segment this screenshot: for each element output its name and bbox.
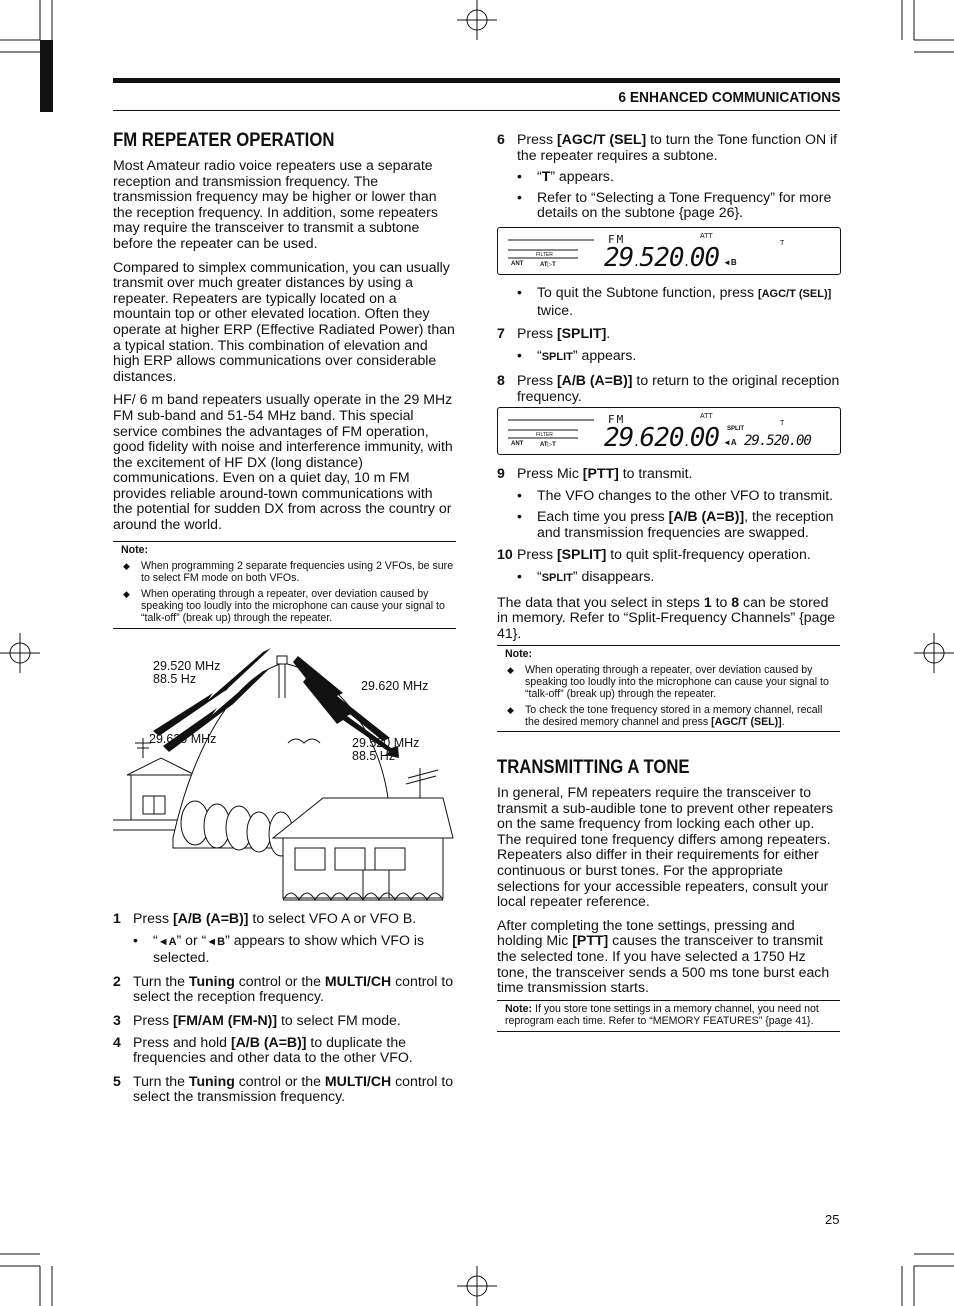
- paragraph: The data that you select in steps 1 to 8 can be stored in memory. Refer to “Split-Frequency Channels” {page 41}.: [497, 593, 836, 641]
- note-item: ◆ When operating through a repeater, over deviation caused by speaking too loudly into the microphone can cause your signal to “talk-off” (break up) through the repeater.: [123, 588, 445, 624]
- paragraph: In general, FM repeaters require the transceiver to transmit a sub-audible tone to prevent other repeaters on the same frequency from locking each other up. The required tone frequency differs among repeaters. Repeaters also differ in their requirements for either continuous or burst tones. For the appropriate selections for your accessible repeaters, consult your local repeater reference.: [497, 784, 834, 910]
- bullet-item: • To quit the Subtone function, press [AGC/T (SEL)] twice.: [517, 284, 832, 318]
- vfo-b-icon: ◄B: [206, 935, 226, 948]
- chapter-tab: [40, 40, 53, 112]
- vfo-a-icon: ◄A: [157, 935, 177, 948]
- diamond-bullet-icon: ◆: [123, 589, 130, 599]
- key-label: [A/B (A=B)]: [172, 910, 249, 926]
- sub-frequency-readout: 29.520.00: [744, 433, 811, 449]
- right-column-bottom: [497, 757, 840, 996]
- bullet-item: • Refer to “Selecting a Tone Frequency” for more details on the subtone {page 26}.: [517, 188, 832, 221]
- paragraph: After completing the tone settings, pressing and holding Mic [PTT] causes the transceiver to transmit the selected tone. If you have selected a 1750 Hz tone, the transceiver sends a 500 ms tone burst each time transmission starts.: [497, 916, 830, 996]
- step-item: 5 Turn the Tuning control or the MULTI/CH control to select the transmission frequency.: [113, 1072, 454, 1105]
- tone-indicator: T: [780, 420, 785, 427]
- right-column-mid: [497, 285, 840, 405]
- header-rule: [113, 78, 840, 83]
- frequency-label: 29.620 MHz: [361, 679, 429, 693]
- diamond-bullet-icon: ◆: [123, 561, 130, 571]
- bullet-item: • “SPLIT” appears.: [517, 346, 637, 363]
- step-item: 6 Press [AGC/T (SEL] to turn the Tone function ON if the repeater requires a subtone.: [497, 131, 838, 163]
- note-box: [113, 541, 456, 629]
- step-item: 10 Press [SPLIT] to quit split-frequency operation.: [497, 546, 811, 563]
- bullet-item: • Each time you press [A/B (A=B)], the reception and transmission frequencies are swapped.: [517, 508, 834, 540]
- lcd-display: ANT AT▷T FILTER FM ATT 29.620.00 SPLIT ◄A 29.520.00 T: [497, 407, 841, 455]
- frequency-readout: 29.620.00: [604, 423, 720, 453]
- steps-list-left: [113, 911, 456, 1105]
- frequency-label: 29.520 MHz 88.5 Hz: [352, 736, 420, 763]
- frequency-label: 29.520 MHz 88.5 Hz: [153, 659, 221, 686]
- frequency-label: 29.620 MHz: [149, 732, 217, 746]
- paragraph: HF/ 6 m band repeaters usually operate in the 29 MHz FM sub-band and 51-54 MHz band. This special service combines the advantages of FM operation, good fidelity with noise and interference immunity, with the excitement of HF DX (long distance) communications. Even on a quiet day, 10 m FM provides reliable around-town communications with the potential for sudden DX from across the country or around the world.: [113, 391, 453, 533]
- step-item: 2 Turn the Tuning control or the MULTI/CH control to select the reception frequency.: [113, 972, 454, 1005]
- note-title: Note:: [121, 544, 149, 556]
- step-item: 7 Press [SPLIT].: [497, 325, 611, 342]
- section-title: TRANSMITTING A TONE: [497, 757, 690, 778]
- step-item: 1 Press [A/B (A=B)] to select VFO A or VFO B.: [113, 910, 417, 926]
- chapter-title: 6 ENHANCED COMMUNICATIONS: [617, 89, 840, 106]
- right-column-top: [497, 132, 840, 221]
- bullet-item: • “SPLIT” disappears.: [517, 567, 655, 584]
- step-item: 8 Press [A/B (A=B)] to return to the original reception frequency.: [497, 372, 840, 404]
- page-number: 25: [825, 1212, 840, 1227]
- note-box: Note: If you store tone settings in a memory channel, you need not reprogram each time. Refer to “MEMORY FEATURES” {page 41}.: [497, 1000, 840, 1032]
- bullet-item: • “◄A” or “◄B” appears to show which VFO is selected.: [133, 931, 425, 966]
- note-box: Note: ◆ When operating through a repeater, over deviation caused by speaking too loudly into the microphone can cause your signal to “talk-off” (break up) through the repeater. ◆ To check the tone frequency stored in a memory channel, recall the desired memory channel and press [AGC/T (SEL)].: [497, 645, 840, 732]
- split-indicator: SPLIT: [727, 426, 745, 432]
- paragraph: Compared to simplex communication, you can usually transmit over much greater distances by using a repeater. Repeaters are typically located on a mountain top or other elevated location. Often they operate at higher ERP (Effective Radiated Power) than a typical station. This combination of elevation and high ERP allows communications over considerable distances.: [113, 258, 455, 384]
- tone-indicator: T: [780, 240, 785, 247]
- step-item: 3 Press [FM/AM (FM-N)] to select FM mode.: [113, 1011, 401, 1028]
- vfo-a-icon: ◄A: [723, 438, 737, 447]
- bullet-item: • “T” appears.: [517, 168, 614, 185]
- step-item: 9 Press Mic [PTT] to transmit.: [497, 465, 693, 481]
- vfo-b-icon: ◄B: [723, 258, 737, 267]
- tone-symbol: T: [541, 168, 551, 185]
- note-item: ◆ When programming 2 separate frequencies using 2 VFOs, be sure to select FM mode on both VFOs.: [123, 560, 454, 584]
- note-item: ◆ To check the tone frequency stored in a memory channel, recall the desired memory channel and press [AGC/T (SEL)].: [507, 704, 823, 728]
- frequency-readout: 29.520.00: [604, 243, 720, 273]
- diamond-bullet-icon: ◆: [507, 665, 514, 675]
- header-underline: [113, 110, 840, 111]
- note-item: ◆ When operating through a repeater, over deviation caused by speaking too loudly into the microphone can cause your signal to “talk-off” (break up) through the repeater.: [507, 664, 829, 700]
- paragraph: Most Amateur radio voice repeaters use a separate reception and transmission frequency. The transmission frequency may be higher or lower than the reception frequency. In addition, some repeaters may require the transceiver to transmit a subtone before the repeater can be used.: [113, 157, 438, 251]
- repeater-tower-icon: [277, 656, 287, 664]
- diamond-bullet-icon: ◆: [507, 705, 514, 715]
- right-column-lower: [497, 466, 840, 641]
- bullet-item: • The VFO changes to the other VFO to transmit.: [517, 486, 834, 503]
- left-column: [113, 130, 456, 533]
- section-title: FM REPEATER OPERATION: [113, 130, 335, 151]
- lcd-display: ANT AT▷T FILTER FM ATT 29.520.00 ◄B T: [497, 227, 841, 275]
- step-item: 4 Press and hold [A/B (A=B)] to duplicate the frequencies and other data to the other VFO.: [113, 1033, 413, 1066]
